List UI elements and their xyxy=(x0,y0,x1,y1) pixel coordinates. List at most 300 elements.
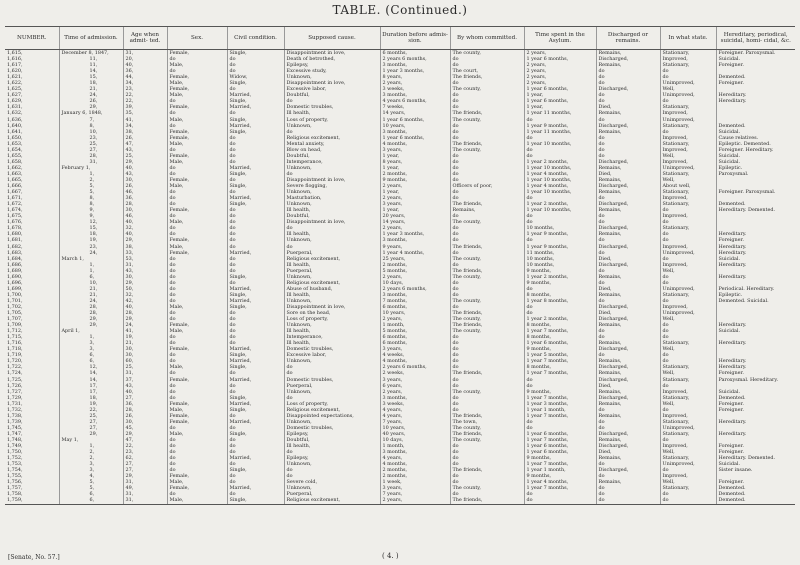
table-cell: Female, xyxy=(167,177,227,183)
table-cell: do xyxy=(167,171,227,177)
table-cell: Religious excitement, xyxy=(284,135,380,141)
table-cell: do xyxy=(524,195,596,201)
table-cell: 18, xyxy=(59,80,123,86)
table-cell: do xyxy=(596,328,660,334)
table-cell: 2, xyxy=(59,449,123,455)
table-cell: Single, xyxy=(227,98,284,104)
header-time-of-admission: Time of admission. xyxy=(59,27,123,50)
table-cell: do xyxy=(450,135,524,141)
table-cell: Doubtful, xyxy=(284,92,380,98)
table-cell: Ill health, xyxy=(284,262,380,268)
table-cell: 1,640, xyxy=(7,122,23,129)
table-cell: 50, xyxy=(123,286,167,292)
table-cell: 12, xyxy=(59,364,123,370)
table-cell: do xyxy=(660,280,716,286)
table-cell: 36, xyxy=(123,68,167,74)
table-cell: Foreigner. Hereditary. xyxy=(716,147,795,153)
table-cell: 14 years, xyxy=(380,110,450,116)
table-cell: 1,690, xyxy=(7,273,23,280)
table-cell: Suicidal. xyxy=(716,461,795,467)
table-cell: Sister insane. xyxy=(716,467,795,473)
table-cell: 9 years, xyxy=(380,244,450,250)
table-cell: The friends, xyxy=(450,322,524,328)
table-cell: 8 years, xyxy=(380,74,450,80)
table-cell: do xyxy=(450,98,524,104)
table-cell: Demented. Suicidal. xyxy=(716,298,795,304)
table-cell: do xyxy=(227,189,284,195)
table-cell: 26, xyxy=(59,98,123,104)
table-cell: do xyxy=(167,370,227,376)
table-cell: Puerperal, xyxy=(284,383,380,389)
table-cell: do xyxy=(227,141,284,147)
table-cell: Female, xyxy=(167,250,227,256)
table-cell: About well, xyxy=(660,183,716,189)
table-cell: The town, xyxy=(450,419,524,425)
table-cell: Epilepsy, xyxy=(284,431,380,437)
table-cell: Married, xyxy=(227,250,284,256)
header-hereditary: Hereditary, periodical, suicidal, homi- cidal, &c. xyxy=(716,27,795,50)
table-cell: do xyxy=(284,129,380,135)
table-cell: Demented. xyxy=(716,485,795,491)
table-cell: Discharged, xyxy=(596,201,660,207)
table-cell: Doubtful, xyxy=(284,213,380,219)
table-cell: do xyxy=(524,153,596,159)
table-cell: 1 year 7 months, xyxy=(524,413,596,419)
table-cell: Discharged, xyxy=(596,225,660,231)
table-cell: do xyxy=(450,443,524,449)
table-cell: Remains, xyxy=(596,437,660,443)
table-cell: 3 weeks, xyxy=(380,86,450,92)
table-cell: 8 months, xyxy=(524,292,596,298)
table-cell: Discharged, xyxy=(596,364,660,370)
table-cell: 1 year 6 months, xyxy=(380,117,450,123)
table-cell: Stationary, xyxy=(660,292,716,298)
table-cell: do xyxy=(596,68,660,74)
table-cell: do xyxy=(660,383,716,389)
table-cell: 9 months, xyxy=(524,268,596,274)
table-cell: 3 weeks, xyxy=(380,401,450,407)
table-cell: 1,696, xyxy=(7,279,23,286)
table-cell: Single, xyxy=(227,292,284,298)
table-cell: Well, xyxy=(660,479,716,485)
table-cell: The friends, xyxy=(450,244,524,250)
table-cell: Hereditary. Demented. xyxy=(716,455,795,461)
table-cell: 10 years, xyxy=(380,425,450,431)
table-cell: do xyxy=(167,316,227,322)
table-cell: Stationary, xyxy=(660,123,716,129)
table-cell: 1 year 7 months, xyxy=(524,395,596,401)
header-number: NUMBER. xyxy=(5,27,59,50)
table-cell: 11, xyxy=(59,62,123,68)
table-cell: Sore on the head, xyxy=(284,310,380,316)
table-cell: Remains, xyxy=(596,340,660,346)
table-cell: 1 year 10 months, xyxy=(524,207,596,213)
table-cell: Remains, xyxy=(596,62,660,68)
table-cell: 1 year, xyxy=(524,92,596,98)
table-cell: 2, xyxy=(59,177,123,183)
table-cell: 1,671, xyxy=(7,195,23,202)
table-cell: 1,666, xyxy=(7,183,23,190)
table-cell: do xyxy=(450,364,524,370)
table-cell: 7 weeks, xyxy=(380,104,450,110)
table-cell: do xyxy=(450,407,524,413)
table-cell: 3 years, xyxy=(380,377,450,383)
table-cell: The friends, xyxy=(450,310,524,316)
table-cell: Unknown, xyxy=(284,74,380,80)
table-cell: do xyxy=(167,231,227,237)
table-cell: 4 weeks, xyxy=(380,352,450,358)
table-cell: 1 year 6 months, xyxy=(524,98,596,104)
table-cell: 30, xyxy=(123,274,167,280)
table-cell: 14, xyxy=(59,370,123,376)
table-cell: 1 year 6 months, xyxy=(380,135,450,141)
table-cell: 1 year 10 months, xyxy=(524,177,596,183)
table-cell: do xyxy=(450,491,524,497)
table-cell: 2 years 6 months, xyxy=(380,286,450,292)
table-cell: 3 months, xyxy=(380,292,450,298)
table-cell: Unknown, xyxy=(284,389,380,395)
table-cell: do xyxy=(227,316,284,322)
table-cell: 14, xyxy=(59,377,123,383)
table-cell: 1 year 7 months, xyxy=(524,437,596,443)
table-cell: Unknown, xyxy=(284,485,380,491)
page-number: ( 4. ) xyxy=(382,552,399,560)
table-cell: 27, xyxy=(123,461,167,467)
table-cell: do xyxy=(450,104,524,110)
table-cell: Ill health, xyxy=(284,110,380,116)
table-cell: Remains, xyxy=(596,189,660,195)
table-cell: Female, xyxy=(167,485,227,491)
table-cell: 1 year 2 months, xyxy=(524,316,596,322)
table-cell: 2 months, xyxy=(380,262,450,268)
table-cell: do xyxy=(450,56,524,62)
table-cell: do xyxy=(524,213,596,219)
table-cell: 31, xyxy=(123,479,167,485)
table-cell: do xyxy=(524,147,596,153)
table-cell: do xyxy=(596,92,660,98)
table-cell: 1 year 8 months, xyxy=(524,298,596,304)
table-cell: 19, xyxy=(123,334,167,340)
table-cell: do xyxy=(167,352,227,358)
table-cell: do xyxy=(227,328,284,334)
table-cell: 1,662, xyxy=(7,164,23,171)
table-cell: do xyxy=(227,449,284,455)
table-cell: 8, xyxy=(59,123,123,129)
table-cell: Hereditary. xyxy=(716,274,795,280)
table-cell: Well, xyxy=(660,86,716,92)
table-cell: 8 months, xyxy=(524,364,596,370)
table-cell: Domestic troubles, xyxy=(284,104,380,110)
table-cell: do xyxy=(227,68,284,74)
table-cell: do xyxy=(227,443,284,449)
senate-folio: [Senate, No. 57.] xyxy=(8,554,60,561)
table-cell: 22, xyxy=(123,92,167,98)
table-cell: 6, xyxy=(59,491,123,497)
table-cell: 1,667, xyxy=(7,189,23,196)
table-cell: Stationary, xyxy=(660,419,716,425)
table-cell: Domestic troubles, xyxy=(284,346,380,352)
table-cell: 1, xyxy=(59,268,123,274)
table-cell: Improved, xyxy=(660,304,716,310)
table-cell: 2 months, xyxy=(380,467,450,473)
table-cell: The county, xyxy=(450,256,524,262)
table-cell: 24, xyxy=(59,298,123,304)
table-cell: 1 year, xyxy=(380,207,450,213)
table-cell: Stationary, xyxy=(660,455,716,461)
table-cell: Discharged, xyxy=(596,443,660,449)
table-cell: Hereditary. xyxy=(716,358,795,364)
table-cell: Excessive labor, xyxy=(284,352,380,358)
table-cell: do xyxy=(167,110,227,116)
table-cell: 6 months, xyxy=(380,50,450,57)
table-cell: Died, xyxy=(596,310,660,316)
table-cell: 7 months, xyxy=(380,298,450,304)
table-cell: Doubtful, xyxy=(284,153,380,159)
table-cell: Foreigner. Paroxysmal. xyxy=(716,189,795,195)
table-cell: Single, xyxy=(227,183,284,189)
table-cell: Unimproved, xyxy=(660,461,716,467)
table-cell: do xyxy=(167,195,227,201)
table-cell: The friends, xyxy=(450,370,524,376)
table-cell: 4 months, xyxy=(380,141,450,147)
table-cell: do xyxy=(660,231,716,237)
table-cell: do xyxy=(167,225,227,231)
table-cell: 1,747, xyxy=(7,430,23,437)
table-cell: 1 year 4 months, xyxy=(380,250,450,256)
table-cell: do xyxy=(284,244,380,250)
table-cell: 29, xyxy=(123,473,167,479)
table-cell: 9 months, xyxy=(524,280,596,286)
table-cell: 1 year 3 months, xyxy=(524,401,596,407)
table-cell: Single, xyxy=(227,117,284,123)
table-cell: 43, xyxy=(123,268,167,274)
table-cell: Male, xyxy=(167,328,227,334)
table-cell: 25 years, xyxy=(380,256,450,262)
table-cell: do xyxy=(596,195,660,201)
table-cell: 1, xyxy=(59,262,123,268)
table-cell: do xyxy=(660,352,716,358)
table-cell: 41, xyxy=(123,328,167,334)
table-cell: 10 months, xyxy=(524,225,596,231)
table-cell: do xyxy=(450,225,524,231)
table-cell: 1,731, xyxy=(7,400,23,407)
table-cell: Unknown, xyxy=(284,123,380,129)
table-cell: Improved, xyxy=(660,389,716,395)
table-cell: Unknown, xyxy=(284,419,380,425)
table-cell: Single, xyxy=(227,129,284,135)
table-cell: The county, xyxy=(450,50,524,57)
table-cell: 11, xyxy=(59,56,123,62)
table-cell: 18, xyxy=(59,231,123,237)
table-cell: Foreigner. xyxy=(716,449,795,455)
table-cell: do xyxy=(167,334,227,340)
table-cell: do xyxy=(227,219,284,225)
table-title: TABLE. (Continued.) xyxy=(332,3,468,17)
table-cell: 36, xyxy=(123,195,167,201)
table-cell: do xyxy=(227,479,284,485)
table-cell: Unknown, xyxy=(284,165,380,171)
table-cell: do xyxy=(227,334,284,340)
table-cell: do xyxy=(167,425,227,431)
table-cell: 30, xyxy=(123,177,167,183)
table-cell: Loss of property, xyxy=(284,117,380,123)
table-cell: Hereditary. xyxy=(716,92,795,98)
table-cell: 23, xyxy=(59,135,123,141)
table-cell: 1,680, xyxy=(7,231,23,238)
table-cell: Hereditary. Demented. xyxy=(716,207,795,213)
table-cell: The friends, xyxy=(450,74,524,80)
table-cell: 32, xyxy=(123,225,167,231)
table-cell: 8 months, xyxy=(524,334,596,340)
table-cell: 1,615, xyxy=(7,50,23,56)
table-cell: Abuse of husband, xyxy=(284,286,380,292)
table-cell: 1,674, xyxy=(7,207,23,214)
header-time-in-asylum: Time spent in the Asylum. xyxy=(524,27,596,50)
table-cell: 38, xyxy=(123,244,167,250)
table-cell: Stationary, xyxy=(660,62,716,68)
table-cell: 1 year 7 months, xyxy=(524,370,596,376)
table-cell: Improved, xyxy=(660,443,716,449)
table-cell: Female, xyxy=(167,401,227,407)
table-cell: 1,629, xyxy=(7,98,23,105)
table-cell: do xyxy=(227,473,284,479)
table-cell: 1,758, xyxy=(7,491,23,498)
header-civil-condition: Civil condition. xyxy=(227,27,284,50)
table-cell: do xyxy=(167,98,227,104)
table-cell: 28, xyxy=(59,310,123,316)
table-cell: Female, xyxy=(167,86,227,92)
table-cell: Religious excitement, xyxy=(284,407,380,413)
table-cell: do xyxy=(167,56,227,62)
table-cell: 9 months, xyxy=(524,346,596,352)
table-cell: do xyxy=(596,80,660,86)
table-cell: Discharged, xyxy=(596,431,660,437)
table-cell: 1,632, xyxy=(7,110,23,117)
table-cell: Female, xyxy=(167,104,227,110)
table-cell: 1,675, xyxy=(7,213,23,220)
table-cell: Discharged, xyxy=(596,395,660,401)
table-cell: 1,702, xyxy=(7,303,23,310)
table-cell: 25, xyxy=(123,153,167,159)
table-cell: 10 months, xyxy=(524,256,596,262)
table-cell: Single, xyxy=(227,171,284,177)
table-cell: 1,655, xyxy=(7,152,23,159)
table-cell: 5, xyxy=(59,183,123,189)
table-cell: 1,654, xyxy=(7,146,23,153)
table-cell: Discharged, xyxy=(596,377,660,383)
table-cell: 1,749, xyxy=(7,443,23,450)
table-cell: 3 years, xyxy=(380,201,450,207)
table-cell: 43, xyxy=(123,147,167,153)
table-cell: 1,684, xyxy=(7,255,23,262)
table-cell: 29, xyxy=(59,104,123,110)
table-cell: 1,653, xyxy=(7,140,23,147)
table-cell: Female, xyxy=(167,419,227,425)
table-cell: Married, xyxy=(227,286,284,292)
table-cell: do xyxy=(524,135,596,141)
table-cell: 1,672, xyxy=(7,201,23,208)
table-cell: Foreigner. xyxy=(716,62,795,68)
table-cell: 41, xyxy=(123,117,167,123)
table-cell: 10, xyxy=(59,129,123,135)
table-cell: Epileptic. Demented. xyxy=(716,141,795,147)
table-cell: do xyxy=(167,491,227,497)
table-cell: do xyxy=(450,352,524,358)
table-cell: Male, xyxy=(167,92,227,98)
table-cell: 21, xyxy=(59,292,123,298)
table-cell: Foreigner. Paroxysmal. xyxy=(716,50,795,57)
table-cell: Remains, xyxy=(596,231,660,237)
table-cell: do xyxy=(660,219,716,225)
table-cell: Discharged, xyxy=(596,262,660,268)
table-cell: 12, xyxy=(59,219,123,225)
table-cell: do xyxy=(450,292,524,298)
table-cell: do xyxy=(450,449,524,455)
table-cell: Remains, xyxy=(596,165,660,171)
table-cell: Remains, xyxy=(596,322,660,328)
table-cell: The county, xyxy=(450,86,524,92)
table-cell: 3 months, xyxy=(380,237,450,243)
table-cell: do xyxy=(284,395,380,401)
table-cell: Female, xyxy=(167,413,227,419)
table-cell: 29, xyxy=(123,280,167,286)
table-cell: 2 years, xyxy=(380,195,450,201)
table-cell: Stationary, xyxy=(660,340,716,346)
table-cell: do xyxy=(450,231,524,237)
table-cell: do xyxy=(167,340,227,346)
table-cell: 2 years, xyxy=(380,274,450,280)
table-cell: 40, xyxy=(123,389,167,395)
table-cell: do xyxy=(660,497,716,504)
table-cell: 6, xyxy=(59,497,123,504)
table-cell: 1 year 10 months, xyxy=(524,141,596,147)
table-cell: 2 months, xyxy=(380,171,450,177)
table-cell: 49, xyxy=(123,485,167,491)
table-cell: Ill health, xyxy=(284,443,380,449)
table-cell: 1,729, xyxy=(7,394,23,401)
table-cell: 40 years, xyxy=(380,431,450,437)
table-cell: do xyxy=(450,62,524,68)
table-cell: Severe flogging, xyxy=(284,183,380,189)
table-cell: Loss of property, xyxy=(284,316,380,322)
table-cell: do xyxy=(596,213,660,219)
table-cell: Unknown, xyxy=(284,201,380,207)
table-cell: do xyxy=(227,268,284,274)
table-cell: Domestic troubles, xyxy=(284,425,380,431)
table-cell: do xyxy=(450,340,524,346)
table-cell: 1 year, xyxy=(380,189,450,195)
table-cell: 1,617, xyxy=(7,62,23,69)
table-cell: Loss of property, xyxy=(284,401,380,407)
header-discharged: Discharged or remains. xyxy=(596,27,660,50)
table-cell: 2 years, xyxy=(524,50,596,57)
table-cell: December 8, 1847, xyxy=(59,50,123,57)
table-cell: Improved, xyxy=(660,147,716,153)
table-cell: do xyxy=(167,147,227,153)
table-cell: Female, xyxy=(167,129,227,135)
table-cell: 17, xyxy=(59,389,123,395)
table-cell: 29, xyxy=(59,431,123,437)
table-cell: do xyxy=(524,219,596,225)
table-cell: Male, xyxy=(167,159,227,165)
table-cell: 1 year 10 months, xyxy=(524,165,596,171)
table-cell: do xyxy=(227,86,284,92)
table-cell: Female, xyxy=(167,322,227,328)
table-cell: do xyxy=(167,213,227,219)
table-cell: 1 week, xyxy=(380,479,450,485)
table-cell: 27, xyxy=(123,395,167,401)
table-cell: do xyxy=(450,129,524,135)
